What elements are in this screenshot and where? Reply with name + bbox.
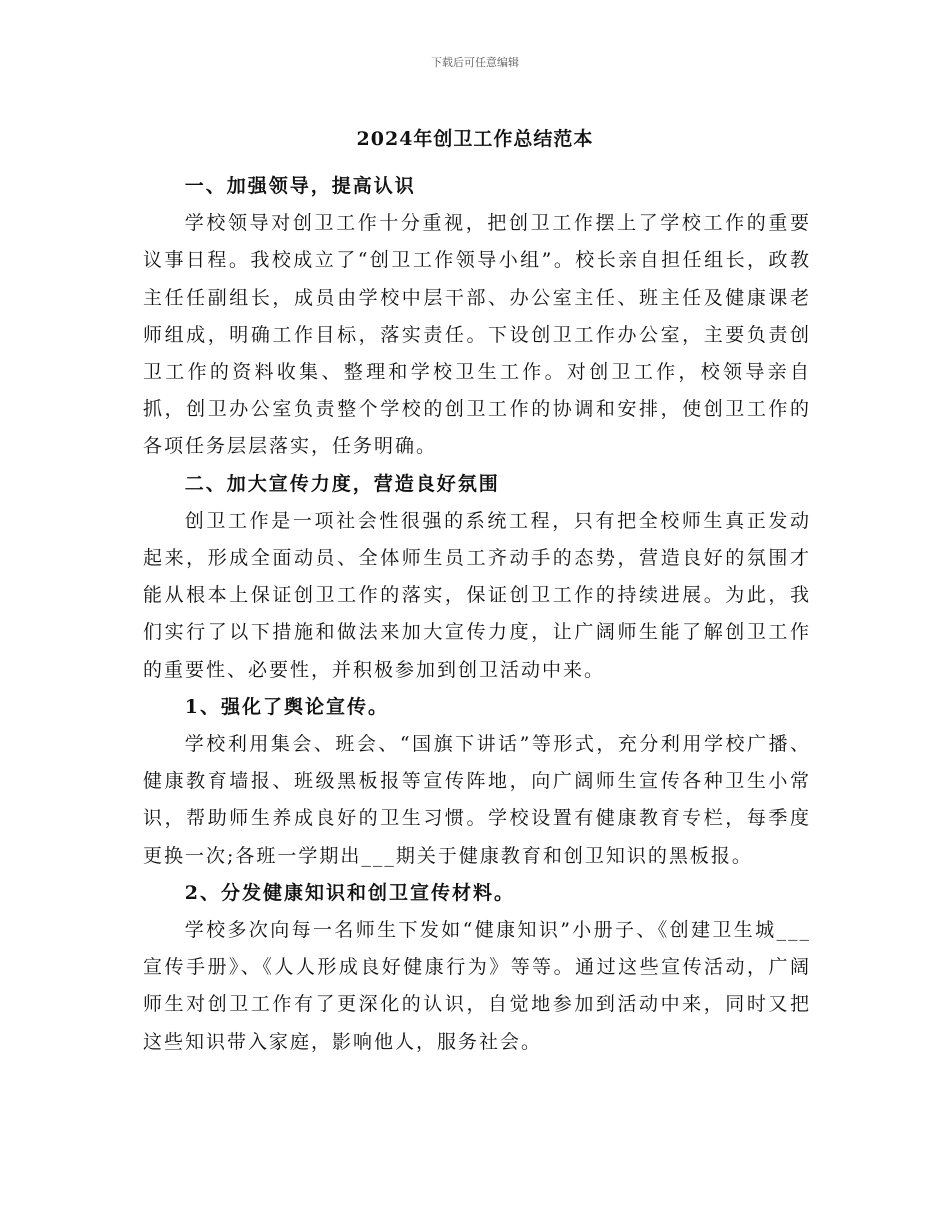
section-heading-1: 一、加强领导，提高认识 (184, 175, 416, 197)
section-heading-2: 二、加大宣传力度，营造良好氛围 (184, 472, 500, 495)
subsection-heading-1: 1、强化了舆论宣传。 (184, 695, 390, 718)
header-note: 下载后可任意编辑 (431, 56, 519, 69)
paragraph-2: 创卫工作是一项社会性很强的系统工程，只有把全校师生真正发动起来，形成全面动员、全体师生员工齐动手的态势，营造良好的氛围才能从根本上保证创卫工作的落实，保证创卫工作的持续进展。为此，我们实行了以下措施和做法来加大宣传力度，让广阔师生能了解创卫工作的重要性、必要性，并积极参加到创卫活动中来。 (143, 509, 811, 681)
subsection-heading-2: 2、分发健康知识和创卫宣传材料。 (184, 881, 516, 904)
paragraph-1: 学校领导对创卫工作十分重视，把创卫工作摆上了学校工作的重要议事日程。我校成立了“创卫工作领导小组”。校长亲自担任组长，政教主任任副组长，成员由学校中层干部、办公室主任、班主任及健康课老师组成，明确工作目标，落实责任。下设创卫工作办公室，主要负责创卫工作的资料收集、整理和学校卫生工作。对创卫工作，校领导亲自抓，创卫办公室负责整个学校的创卫工作的协调和安排，使创卫工作的各项任务层层落实，任务明确。 (143, 212, 811, 458)
paragraph-4: 学校多次向每一名师生下发如“健康知识”小册子、《创建卫生城___宣传手册》、《人人形成良好健康行为》等等。通过这些宣传活动，广阔师生对创卫工作有了更深化的认识，自觉地参加到活动中来，同时又把这些知识带入家庭，影响他人，服务社会。 (143, 919, 811, 1053)
document-title: 2024年创卫工作总结范本 (356, 128, 594, 150)
document-body (143, 168, 811, 1061)
paragraph-3: 学校利用集会、班会、“国旗下讲话”等形式，充分利用学校广播、健康教育墙报、班级黑板报等宣传阵地，向广阔师生宣传各种卫生小常识，帮助师生养成良好的卫生习惯。学校设置有健康教育专栏，每季度更换一次;各班一学期出___期关于健康教育和创卫知识的黑板报。 (143, 733, 811, 867)
